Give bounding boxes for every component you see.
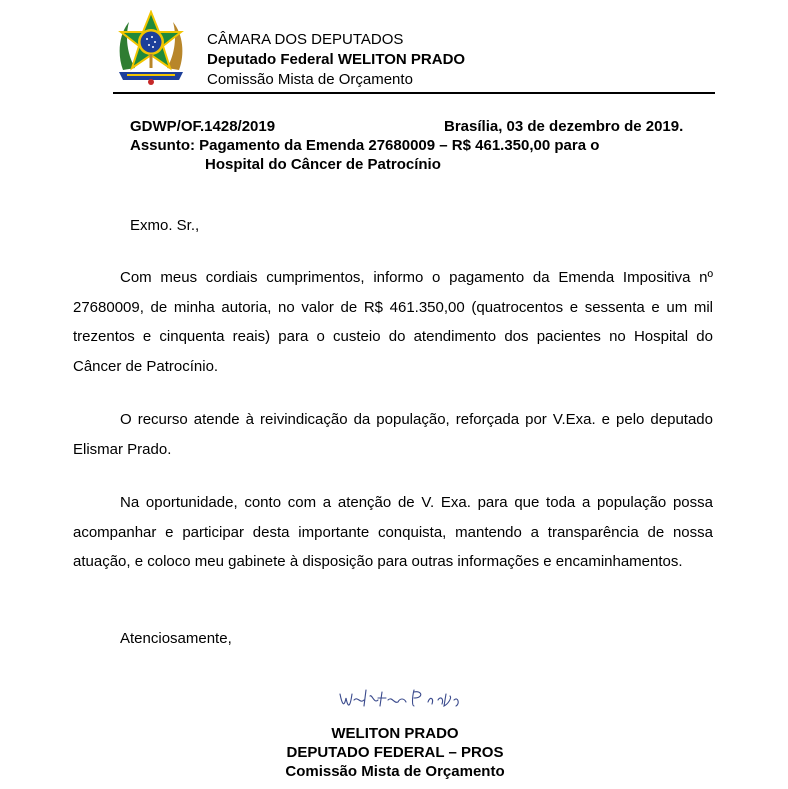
signatory-name: WELITON PRADO xyxy=(331,725,459,742)
body-paragraph-2: O recurso atende à reivindicação da população, reforçada por V.Exa. e pelo deputado Elismar Prado. xyxy=(73,411,713,458)
letterhead xyxy=(0,0,788,96)
body-paragraph-1: Com meus cordiais cumprimentos, informo o pagamento da Emenda Impositiva nº 27680009, de minha autoria, no valor de R$ 461.350,00 (quatrocentos e sessenta e um mil trezentos e cinquenta reais) para o custeio do atendimento dos pacientes no Hospital do Câncer de Patrocínio. xyxy=(73,269,713,375)
document-reference: GDWP/OF.1428/2019 xyxy=(130,118,276,135)
header-divider xyxy=(113,92,715,94)
brazil-coat-of-arms-icon xyxy=(115,10,187,86)
institution-name: CÂMARA DOS DEPUTADOS xyxy=(207,31,404,48)
body-paragraph-3: Na oportunidade, conto com a atenção de V. Exa. para que toda a população possa acompanhar e participar desta importante conquista, mantendo a transparência de nossa atuação, e coloco meu gabinete à disposição para outras informações e encaminhamentos. xyxy=(73,494,713,570)
subject-line-2: Hospital do Câncer de Patrocínio xyxy=(205,156,441,173)
greeting: Exmo. Sr., xyxy=(130,217,200,234)
signatory-title: DEPUTADO FEDERAL – PROS xyxy=(286,744,504,761)
closing: Atenciosamente, xyxy=(120,630,232,647)
document-date: Brasília, 03 de dezembro de 2019. xyxy=(444,118,684,135)
handwritten-signature xyxy=(334,684,464,714)
deputy-prefix: Deputado Federal xyxy=(207,51,338,68)
signatory-committee: Comissão Mista de Orçamento xyxy=(285,763,505,780)
subject-line-1: Assunto: Pagamento da Emenda 27680009 – R$ 461.350,00 para o xyxy=(130,137,600,154)
committee-name: Comissão Mista de Orçamento xyxy=(207,71,413,88)
deputy-line xyxy=(207,51,465,69)
deputy-name: WELITON PRADO xyxy=(337,51,466,68)
